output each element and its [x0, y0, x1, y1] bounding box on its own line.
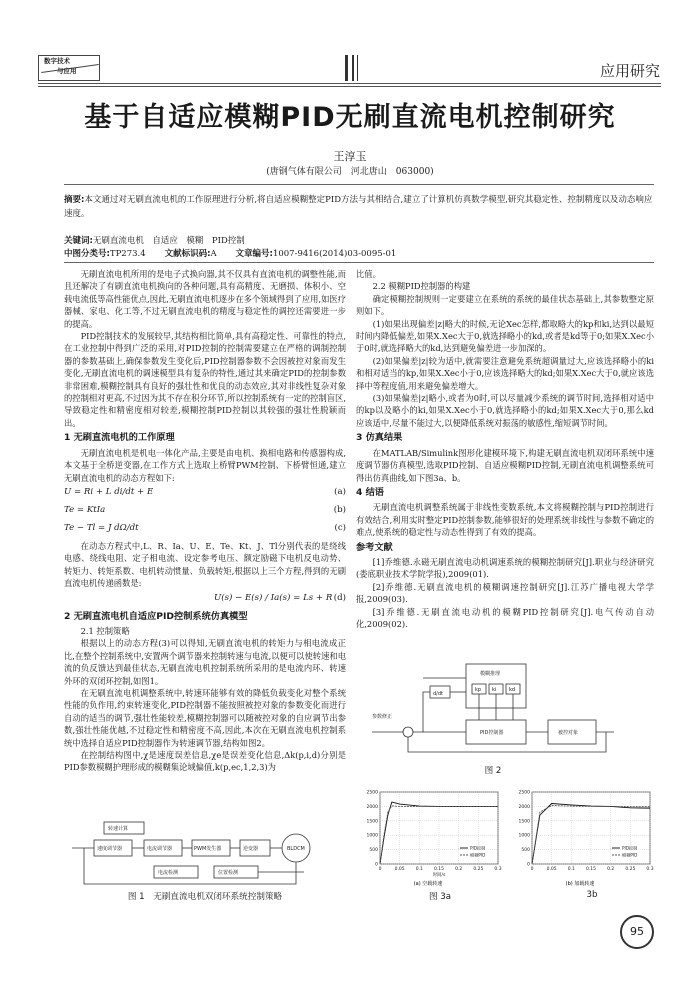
subsection-heading: 2.1 控制策略 [80, 625, 130, 636]
logo-line2: 与应用 [57, 67, 77, 75]
fig1-label: BLDCM [287, 846, 305, 852]
x-tick-label: 0.25 [473, 867, 484, 872]
body-paragraph: 无刷直流电机是机电一体化产品,主要是由电机、换相电路和传感器构成,本文基于全桥逆变器,在工作方式上选取上桥臂PWM控制、下桥臂恒通,建立无刷直流电机的动态方程如下: [64, 447, 346, 483]
x-axis-label: 时间/s [432, 873, 446, 878]
y-tick-label: 1000 [366, 833, 378, 839]
body-paragraph: 在无刷直流电机调整系统中,转速环能够有效的降低负载变化对整个系统性能的负作用,约束转速变化,PID控制器不能按照被控对象的参数变化而进行自动的适当的调节,强壮性能较差,模糊控制器可以随被控对象的自应调节出参数,强壮性能优越,不过稳定性和精密度不高,因此,本次在无刷直流电机控制系统中选择自适应PID控制器作为转速调节器,结构如图2。 [64, 687, 346, 748]
y-tick-label: 2500 [366, 790, 378, 796]
affiliation: (唐钢气体有限公司 河北唐山 063000) [266, 167, 434, 177]
x-tick-label: 0 [530, 867, 534, 872]
abstract [64, 193, 654, 221]
legend-label: PID控制 [470, 845, 486, 851]
section-heading: 2 无刷直流电机自适应PID控制系统仿真模型 [64, 610, 248, 622]
x-tick-label: 0.2 [607, 867, 615, 872]
body-paragraph: 根据以上的动态方程(3)可以得知,无刷直流电机的转矩力与相电流成正比,在整个控制系统中,安置两个调节器来控制转速与电流,以便可以使转速和电流的负反馈达到最佳状态,无刷直流电机控制系统所采用的是电流内环、转速外环的双闭环控制,如图1。 [64, 638, 346, 686]
fig1-label: 电流调节器 [147, 846, 173, 852]
body-paragraph: (2)如果偏差|z|较为适中,就需要注意避免系统超调量过大,应该选择略小的ki和相对适当的kp,如果X.Xec小于0,应该选择略大的kd;如果X.Xec大于0,就应该选择中等程度值,用来避免偏差增大。 [356, 355, 654, 391]
body-paragraph: (3)如果偏差|z|略小,或者为0时,可以尽量减少系统的调节时间,选择相对适中的kp以及略小的ki,如果X.Xec小于0,就选择略小的kd;如果X.Xec大于0,那么kd应该适中,尽量不能过大,以便降低系统对振荡的敏感性,缩短调节时间。 [356, 393, 654, 428]
title-rule [64, 184, 654, 185]
y-tick-label: 1000 [518, 833, 530, 839]
header-rule [38, 83, 661, 84]
body-paragraph: (1)如果出现偏差|z|略大的时候,无论Xec怎样,都取略大的kp和ki,达到以最短时间内降低偏差,如果X.Xec大于0,就选择略小的kd,或者是kd等于0;如果X.Xec小于0时,就选择略大的kd,达到避免偏差进一步加深的。 [356, 318, 654, 354]
fig2-label: 参数修正 [372, 714, 393, 720]
section-heading: 1 无刷直流电机的工作原理 [64, 432, 175, 444]
body-paragraph: 确定模糊控制规则一定要建立在系统的系统的最佳状态基础上,其参数整定原则如下。 [356, 293, 654, 317]
paper-title: 基于自适应模糊PID无刷直流电机控制研究 [84, 102, 616, 133]
x-tick-label: 0.25 [625, 867, 636, 872]
references-heading: 参考文献 [356, 541, 393, 553]
fig1-label: 逆变器 [243, 846, 259, 852]
y-tick-label: 500 [521, 848, 530, 854]
section-heading: 4 结语 [356, 486, 384, 498]
fig1-label: PWM发生器 [194, 846, 222, 852]
intro-paragraph: 无刷直流电机所用的是电子式换向器,其不仅具有直流电机的调整性能,而且还解决了有刷直流电机换向的各种问题,具有高精度、无磨损、体积小、空载电流低等高性能优点,因此,无刷直流电机逐步在多个领域得到了应用,如医疗器械、家电、化工等,不过无刷直流电机的精度与稳定性的调控还需要进一步的提高。 [64, 269, 346, 329]
fig2-label: 被控对象 [558, 730, 579, 736]
fig2-label: d/dt [433, 691, 443, 697]
figure-3b-caption: 3b [586, 890, 598, 900]
x-tick-label: 0.05 [394, 867, 405, 872]
header-rule [38, 86, 661, 87]
x-tick-label: 0.3 [646, 867, 654, 872]
y-tick-label: 0 [527, 862, 530, 868]
reference-item: [3]乔维德.无刷直流电动机的模糊PID控制研究[J].电气传动自动化,2009(02). [356, 606, 654, 629]
x-tick-label: 0.1 [567, 867, 575, 872]
fig1-label: 电流检测 [158, 870, 179, 876]
intro-paragraph: PID控制技术的发展较早,其结构相比简单,具有高稳定性、可靠性的特点,在工业控制中得到广泛的采用,对PID控制的控制需要建立在严格的调制控制器的参数基础上,确保参数发生变化后,PID控制器参数不会因被控对象而发生变化,无刷直流电机的调速模型具有复杂的特性,通过其来确定PID的控制参数非常困难,模糊控制具有良好的强壮性和优良的动态效应,其对非线性复杂对象的控制相对更高,不过因为其不存在积分环节,所以控制系统有一定的控制盲区,导致稳定性和精密度相对较差,模糊控制PID控制以其较强的强壮性脱颖而出。 [64, 331, 346, 428]
equation-a: U = Ri + L di/dt + E (a) [64, 486, 346, 497]
y-tick-label: 500 [369, 848, 378, 854]
section-tag: 应用研究 [599, 62, 660, 80]
logo-line1: 数字技术 [44, 57, 70, 65]
figure-2-diagram [368, 658, 618, 758]
header-bar [345, 55, 348, 81]
right-column [356, 268, 654, 630]
equation-b: Te = KtIa (b) [64, 504, 346, 515]
classification-line: 中图分类号:TP273.4 文献标识码:A 文章编号:1007-9416(2014)03-0095-01 [64, 249, 397, 259]
left-column [64, 268, 346, 774]
figure-2-caption: 图 2 [484, 766, 502, 776]
y-tick-label: 1500 [518, 819, 530, 825]
abstract-text: 本文通过对无刷直流电机的工作原理进行分析,将自适应模糊整定PID方法与其相结合,建立了计算机仿真数学模型,研究其稳定性、控制精度以及动态响应速度。 [64, 195, 653, 219]
reference-item: [1]乔维德.永磁无刷直流电动机调速系统的模糊控制研究[J].职业与经济研究(娄底职业技术学院学报),2009(01). [356, 556, 654, 580]
fig3b-subcaption: (b) 加载转速 [565, 881, 595, 887]
figure-1-diagram [64, 818, 346, 890]
legend-label: 模糊PID [622, 852, 638, 858]
x-tick-label: 0.15 [585, 867, 597, 872]
y-tick-label: 1500 [366, 819, 378, 825]
fig2-label: kd [509, 687, 516, 693]
fig3a-subcaption: (a) 空载转速 [413, 881, 443, 887]
equation-d: U(s) − E(s) / Ia(s) = Ls + R (d) [214, 592, 346, 603]
equation-c: Te − Tl = J dΩ/dt (c) [64, 522, 346, 533]
legend-label: PID控制 [622, 845, 638, 851]
y-tick-label: 2500 [518, 790, 530, 796]
fig2-label: PID控制器 [480, 730, 504, 736]
x-tick-label: 0 [378, 867, 382, 872]
fig1-label: 速度调节器 [97, 846, 123, 852]
x-tick-label: 0.05 [546, 867, 557, 872]
header-bar [352, 55, 354, 81]
section-heading: 3 仿真结果 [356, 432, 403, 444]
figure-3b-chart [510, 786, 660, 888]
subsection-heading: 2.2 模糊PID控制器的构建 [372, 281, 471, 292]
x-tick-label: 0.1 [415, 867, 423, 872]
y-tick-label: 2000 [366, 804, 378, 810]
abstract-rule [64, 262, 654, 263]
x-tick-label: 0.15 [433, 867, 445, 872]
y-tick-label: 0 [375, 862, 378, 868]
body-paragraph: 在MATLAB/Simulink图形化建模环境下,构建无刷直流电机双闭环系统中速度调节器仿真模型,选取PID控制、自适应模糊PID控制,无刷直流电机调整系统可得出仿真曲线,如下图3a、b。 [356, 447, 654, 483]
fig2-label: 模糊推理 [480, 671, 501, 677]
journal-logo [38, 55, 100, 81]
abstract-label: 摘要: [64, 195, 85, 205]
header-bar [357, 55, 358, 81]
body-paragraph: 无刷直流电机调整系统属于非线性变数系统,本文将模糊控制与PID控制进行有效结合,利用实时整定PID控制参数,能够很好的处理系统非线性与参数不确定的难点,使系统的稳定性与动态性得到了有效的提高。 [356, 502, 654, 538]
keywords: 无刷直流电机 自适应 模糊 PID控制 [92, 236, 245, 246]
body-paragraph: 在控制结构图中,χ是速度误差信息,χe是误差变化信息,Δk(p,i,d)分别是PID参数模糊护理形成的模糊集论域偏值,k(p,ec,1,2,3)为 [64, 750, 346, 773]
fig1-label: 位置检测 [218, 870, 239, 876]
body-paragraph: 在动态方程式中,L、R、Ia、U、E、Te、Kt、J、Tl分别代表的是绕线电感、绕线电阻、定子相电流、设定参考电压、额定励磁下电机反电动势、转矩力、转矩系数、电机转动惯量、负载转矩,根据以上三个方程,得到的无刷直流电机传递函数是: [64, 540, 346, 589]
fig1-label: 转速计算 [108, 826, 129, 832]
page-number: 95 [620, 915, 654, 949]
meta-block [64, 235, 654, 261]
figure-1-caption: 图 1 无刷直流电机双闭环系统控制策略 [127, 892, 283, 902]
fig2-label: kp [475, 687, 482, 693]
x-tick-label: 0.2 [455, 867, 463, 872]
fig2-label: ki [492, 687, 497, 693]
author: 王淳玉 [333, 150, 367, 163]
body-paragraph: 比值。 [356, 269, 381, 279]
figure-3a-chart [358, 786, 508, 888]
reference-item: [2]乔维德.无刷直流电机的模糊调速控制研究[J].江苏广播电视大学学报,2009(03). [356, 581, 654, 605]
keywords-line: 关键词:无刷直流电机 自适应 模糊 PID控制 [64, 236, 245, 246]
figure-3a-caption: 图 3a [428, 892, 452, 902]
y-tick-label: 2000 [518, 804, 530, 810]
x-tick-label: 0.3 [494, 867, 502, 872]
legend-label: 模糊PID [470, 852, 486, 858]
